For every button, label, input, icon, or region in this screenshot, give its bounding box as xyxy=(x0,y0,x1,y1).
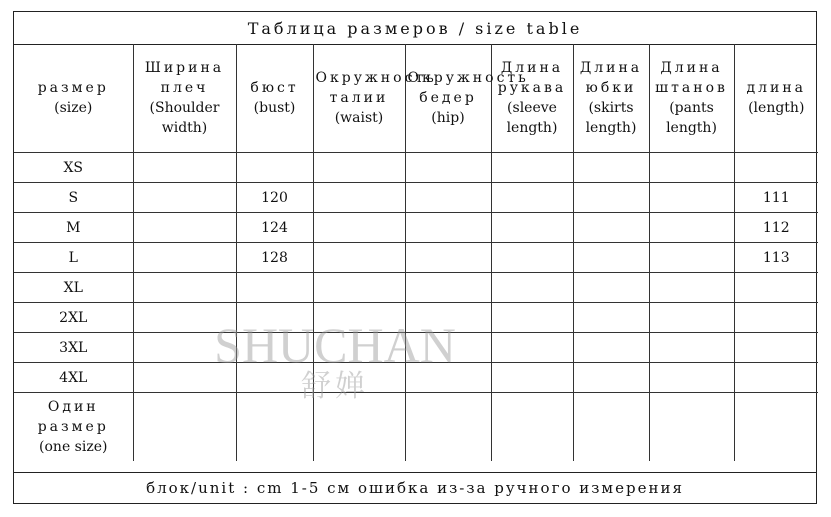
size-cell: L xyxy=(14,243,133,273)
table-cell xyxy=(734,153,818,183)
table-cell xyxy=(133,363,236,393)
header-sleeve: Длина рукава (sleeve length) xyxy=(491,44,573,153)
table-cell: 111 xyxy=(734,183,818,213)
table-cell xyxy=(573,243,649,273)
table-cell xyxy=(133,243,236,273)
table-cell xyxy=(491,393,573,462)
table-cell xyxy=(491,303,573,333)
table-cell xyxy=(405,333,491,363)
table-cell xyxy=(573,213,649,243)
table-cell xyxy=(236,363,313,393)
table-cell: 128 xyxy=(236,243,313,273)
table-cell xyxy=(649,393,734,462)
table-cell xyxy=(313,363,405,393)
size-cell: XL xyxy=(14,273,133,303)
table-row xyxy=(14,183,818,213)
table-row xyxy=(14,363,818,393)
table-title: Таблица размеров / size table xyxy=(14,12,816,45)
table-cell xyxy=(734,303,818,333)
table-cell xyxy=(313,393,405,462)
table-row xyxy=(14,213,818,243)
table-cell: 124 xyxy=(236,213,313,243)
table-cell xyxy=(236,393,313,462)
table-cell xyxy=(491,363,573,393)
table-cell xyxy=(405,183,491,213)
table-cell xyxy=(405,153,491,183)
size-cell: 4XL xyxy=(14,363,133,393)
table-cell xyxy=(313,183,405,213)
table-cell xyxy=(573,363,649,393)
table-cell xyxy=(573,183,649,213)
table-cell xyxy=(133,303,236,333)
table-cell xyxy=(649,183,734,213)
table-cell xyxy=(573,393,649,462)
table-cell xyxy=(133,273,236,303)
table-cell xyxy=(649,243,734,273)
table-cell xyxy=(133,333,236,363)
table-cell xyxy=(313,333,405,363)
table-cell xyxy=(649,333,734,363)
size-cell: 2XL xyxy=(14,303,133,333)
header-skirt: Длина юбки (skirts length) xyxy=(573,44,649,153)
table-cell xyxy=(491,243,573,273)
size-table xyxy=(14,44,818,461)
table-cell xyxy=(133,213,236,243)
header-bust: бюст (bust) xyxy=(236,44,313,153)
table-cell xyxy=(405,363,491,393)
table-cell xyxy=(491,183,573,213)
table-cell xyxy=(649,213,734,243)
table-cell xyxy=(313,213,405,243)
table-cell xyxy=(133,183,236,213)
table-cell xyxy=(649,363,734,393)
table-cell xyxy=(405,303,491,333)
table-cell xyxy=(734,393,818,462)
header-pants: Длина штанов (pants length) xyxy=(649,44,734,153)
size-cell: M xyxy=(14,213,133,243)
header-size: размер (size) xyxy=(14,44,133,153)
table-row xyxy=(14,153,818,183)
header-waist: Окружность талии (waist) xyxy=(313,44,405,153)
table-cell xyxy=(313,243,405,273)
table-footer: блок/unit : cm 1-5 см ошибка из-за ручного измерения xyxy=(14,472,816,503)
table-cell xyxy=(649,273,734,303)
watermark-cjk: 舒婵 xyxy=(301,369,369,404)
table-cell xyxy=(133,153,236,183)
table-cell xyxy=(491,153,573,183)
header-shoulder: Ширина плеч (Shoulder width) xyxy=(133,44,236,153)
table-cell xyxy=(405,273,491,303)
table-cell xyxy=(491,333,573,363)
table-cell xyxy=(405,243,491,273)
table-cell xyxy=(313,303,405,333)
table-cell xyxy=(573,303,649,333)
table-row xyxy=(14,243,818,273)
table-cell xyxy=(405,393,491,462)
header-hip: Окружность бедер (hip) xyxy=(405,44,491,153)
header-row xyxy=(14,44,818,153)
table-cell xyxy=(236,273,313,303)
table-cell: 120 xyxy=(236,183,313,213)
header-length: длина (length) xyxy=(734,44,818,153)
table-cell xyxy=(405,213,491,243)
table-row xyxy=(14,303,818,333)
table-cell xyxy=(236,153,313,183)
table-cell xyxy=(573,333,649,363)
table-row xyxy=(14,273,818,303)
table-cell xyxy=(236,333,313,363)
table-cell xyxy=(313,273,405,303)
table-cell xyxy=(491,273,573,303)
table-cell xyxy=(236,303,313,333)
size-cell-one-size: Один размер (one size) xyxy=(14,393,133,462)
watermark-latin: SHUCHAN xyxy=(214,317,456,373)
table-row-one-size xyxy=(14,393,818,462)
table-row xyxy=(14,333,818,363)
table-cell xyxy=(734,273,818,303)
table-cell xyxy=(734,363,818,393)
table-cell xyxy=(649,153,734,183)
table-cell xyxy=(491,213,573,243)
table-cell xyxy=(313,153,405,183)
table-cell xyxy=(133,393,236,462)
size-cell: XS xyxy=(14,153,133,183)
table-cell xyxy=(573,273,649,303)
table-cell: 112 xyxy=(734,213,818,243)
table-cell xyxy=(734,333,818,363)
size-table-frame xyxy=(13,11,817,504)
table-cell: 113 xyxy=(734,243,818,273)
size-cell: 3XL xyxy=(14,333,133,363)
size-cell: S xyxy=(14,183,133,213)
table-cell xyxy=(573,153,649,183)
table-cell xyxy=(649,303,734,333)
